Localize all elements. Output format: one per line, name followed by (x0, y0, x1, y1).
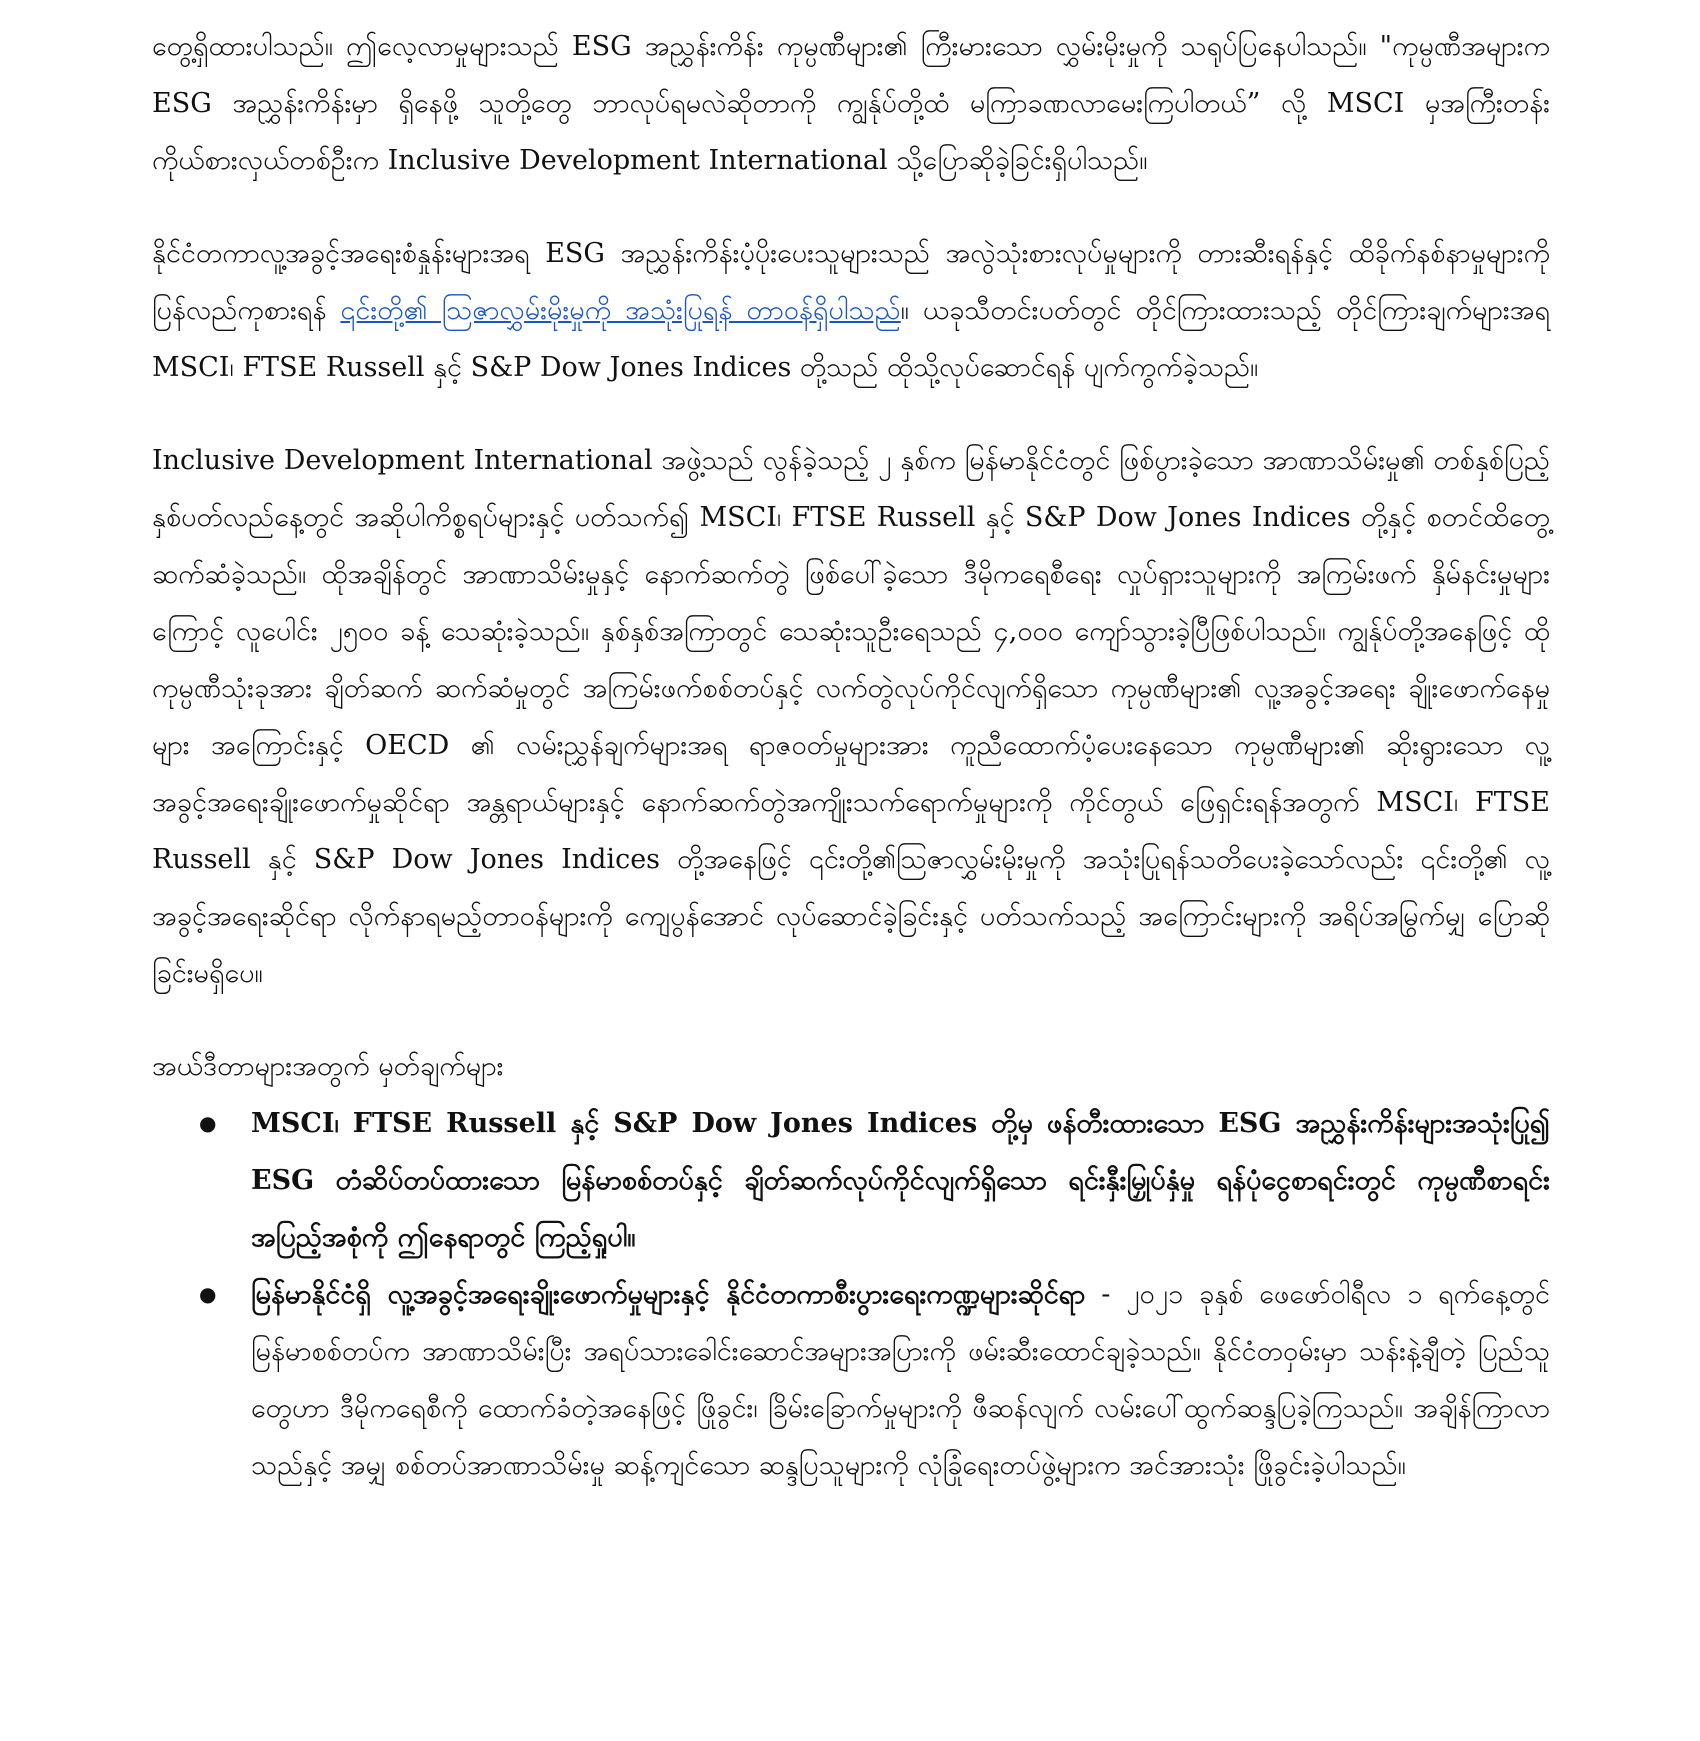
note-text: - ၂၀၂၁ ခုနှစ် ဖေဖော်ဝါရီလ ၁ ရက်နေ့တွင် မြန်မာစစ်တပ်က အာဏာသိမ်းပြီး အရပ်သားခေါင်းဆောင်အများအပြားကို ဖမ်းဆီးထောင်ချခဲ့သည်။ နိုင်ငံတဝှမ်းမှာ သန်းနဲ့ချီတဲ့ ပြည်သူတွေဟာ ဒီမိုကရေစီကို ထောက်ခံတဲ့အနေဖြင့် ဖြိုခွင်း၊ ခြိမ်းခြောက်မှုများကို ဖီဆန်လျက် လမ်းပေါ်ထွက်ဆန္ဒပြခဲ့ကြသည်။ အချိန်ကြာလာသည်နှင့် အမျှ စစ်တပ်အာဏာသိမ်းမှု ဆန့်ကျင်သော ဆန္ဒပြသူများကို လုံခြုံရေးတပ်ဖွဲ့များက အင်အားသုံး ဖြိုခွင်းခဲ့ပါသည်။ (251, 1279, 1550, 1481)
paragraph-engagement-history (152, 432, 1550, 1002)
influence-responsibility-link[interactable]: ၎င်းတို့၏ သြဇာလွှမ်းမိုးမှုကို အသုံးပြုရန် တာဝန်ရှိပါသည် (340, 295, 901, 326)
list-item (199, 1095, 1550, 1266)
paragraph-msci-quote (152, 18, 1550, 189)
paragraph-text: တွေ့ရှိထားပါသည်။ ဤလေ့လာမှုများသည် ESG အညွှန်းကိန်း ကုမ္ပဏီများ၏ ကြီးမားသော လွှမ်းမိုးမှုကို သရုပ်ပြနေပါသည်။ "ကုမ္ပဏီအများက ESG အညွှန်းကိန်းမှာ ရှိနေဖို့ သူတို့တွေ ဘာလုပ်ရမလဲဆိုတာကို ကျွန်ုပ်တို့ထံ မကြာခဏလာမေးကြပါတယ်” လို့ MSCI မှအကြီးတန်းကိုယ်စားလှယ်တစ်ဦးက Inclusive Development International သို့ပြောဆိုခဲ့ခြင်းရှိပါသည်။ (152, 31, 1550, 176)
list-item (199, 1266, 1550, 1494)
note-text-bold: MSCI၊ FTSE Russell နှင့် S&P Dow Jones Indices တို့မှ ဖန်တီးထားသော ESG အညွှန်းကိန်းများအသုံးပြု၍ ESG တံဆိပ်တပ်ထားသော မြန်မာစစ်တပ်နှင့် ချိတ်ဆက်လုပ်ကိုင်လျက်ရှိသော ရင်းနှီးမြှုပ်နှံမှု ရန်ပုံငွေစာရင်းတွင် ကုမ္ပဏီစာရင်းအပြည့်အစုံကို ဤနေရာတွင် ကြည့်ရှုပါ။ (251, 1108, 1550, 1253)
paragraph-text: ။ ယခုသီတင်းပတ်တွင် တိုင်ကြားထားသည့် တိုင်ကြားချက်များအရ MSCI၊ FTSE Russell နှင့် S&P Dow Jones Indices တို့သည် ထိုသို့လုပ်ဆောင်ရန် ပျက်ကွက်ခဲ့သည်။ (152, 295, 1550, 383)
editor-notes-list (152, 1095, 1550, 1494)
paragraph-text: Inclusive Development International အဖွဲ့သည် လွန်ခဲ့သည့် ၂ နှစ်က မြန်မာနိုင်ငံတွင် ဖြစ်ပွားခဲ့သော အာဏာသိမ်းမှု၏ တစ်နှစ်ပြည့် နှစ်ပတ်လည်နေ့တွင် အဆိုပါကိစ္စရပ်များနှင့် ပတ်သက်၍ MSCI၊ FTSE Russell နှင့် S&P Dow Jones Indices တို့နှင့် စတင်ထိတွေ့ဆက်ဆံခဲ့သည်။ ထိုအချိန်တွင် အာဏာသိမ်းမှုနှင့် နောက်ဆက်တွဲ ဖြစ်ပေါ်ခဲ့သော ဒီမိုကရေစီရေး လှုပ်ရှားသူများကို အကြမ်းဖက် နှိမ်နင်းမှုများကြောင့် လူပေါင်း ၂၅၀၀ ခန့် သေဆုံးခဲ့သည်။ နှစ်နှစ်အကြာတွင် သေဆုံးသူဦးရေသည် ၄,၀၀၀ ကျော်သွားခဲ့ပြီဖြစ်ပါသည်။ ကျွန်ုပ်တို့အနေဖြင့် ထိုကုမ္ပဏီသုံးခုအား ချိတ်ဆက် ဆက်ဆံမှုတွင် အကြမ်းဖက်စစ်တပ်နှင့် လက်တွဲလုပ်ကိုင်လျက်ရှိသော ကုမ္ပဏီများ၏ လူ့အခွင့်အရေး ချိုးဖောက်နေမှုများ အကြောင်းနှင့် OECD ၏ လမ်းညွှန်ချက်များအရ ရာဇဝတ်မှုများအား ကူညီထောက်ပံ့ပေးနေသော ကုမ္ပဏီများ၏ ဆိုးရွားသော လူ့အခွင့်အရေးချိုးဖောက်မှုဆိုင်ရာ အန္တရာယ်များနှင့် နောက်ဆက်တွဲအကျိုးသက်ရောက်မှုများကို ကိုင်တွယ် ဖြေရှင်းရန်အတွက် MSCI၊ FTSE Russell နှင့် S&P Dow Jones Indices တို့အနေဖြင့် ၎င်းတို့၏သြဇာလွှမ်းမိုးမှုကို အသုံးပြုရန်သတိပေးခဲ့သော်လည်း ၎င်းတို့၏ လူ့အခွင့်အရေးဆိုင်ရာ လိုက်နာရမည့်တာဝန်များကို ကျေပွန်အောင် လုပ်ဆောင်ခဲ့ခြင်းနှင့် ပတ်သက်သည့် အကြောင်းများကို အရိပ်အမြွက်မျှ ပြောဆိုခြင်းမရှိပေ။ (152, 445, 1550, 989)
bullet-icon: ● (199, 1282, 217, 1306)
paragraph-text: နိုင်ငံတကာလူ့အခွင့်အရေးစံနှုန်းများအရ ESG အညွှန်းကိန်းပံ့ပိုးပေးသူများသည် အလွဲသုံးစားလုပ်မှုများကို တားဆီးရန်နှင့် ထိခိုက်နစ်နာမှုများကို ပြန်လည်ကုစားရန် (152, 238, 1550, 326)
editor-notes-heading: အယ်ဒီတာများအတွက် မှတ်ချက်များ (152, 1051, 504, 1082)
paragraph-human-rights-standards (152, 225, 1550, 396)
bullet-icon: ● (199, 1111, 217, 1135)
note-text-bold: မြန်မာနိုင်ငံရှိ လူ့အခွင့်အရေးချိုးဖောက်မှုများနှင့် နိုင်ငံတကာစီးပွားရေးကဏ္ဍများဆိုင်ရာ (251, 1279, 1086, 1310)
